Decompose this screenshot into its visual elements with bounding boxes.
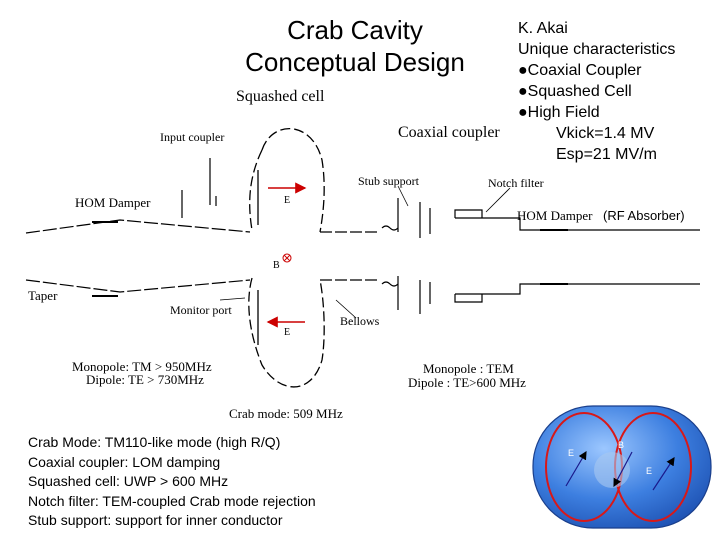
label-hom-damper-right: HOM Damper: [517, 208, 593, 223]
label-crab-mode: Crab mode: 509 MHz: [229, 406, 343, 421]
note-line: Notch filter: TEM-coupled Crab mode rejection: [28, 492, 316, 509]
label-monopole-left: Monopole: TM > 950MHz: [72, 359, 212, 374]
bottom-notes: [28, 433, 316, 531]
left-beampipe: [26, 158, 250, 296]
author-name: K. Akai: [518, 20, 568, 37]
bullet-squashed: ●Squashed Cell: [518, 83, 632, 100]
label-coaxial-coupler: Coaxial coupler: [398, 124, 500, 141]
leader-lines: [220, 186, 510, 318]
bullet-coaxial: ●Coaxial Coupler: [518, 62, 642, 79]
label-input-coupler: Input coupler: [160, 130, 225, 144]
label-field-e-bottom: E: [284, 327, 291, 338]
bullet-high-field: ●High Field: [518, 104, 600, 121]
label-field-e-top: E: [284, 195, 291, 206]
note-line: Crab Mode: TM110-like mode (high R/Q): [28, 434, 281, 450]
label-squashed-cell: Squashed cell: [236, 88, 325, 105]
label-field-b: B: [273, 260, 280, 271]
e-field-arrows: [268, 188, 305, 322]
render-label-b: B: [618, 440, 625, 450]
title-line-2: Conceptual Design: [245, 47, 465, 77]
label-bellows: Bellows: [340, 314, 380, 328]
b-field-symbol: [283, 254, 291, 262]
render-label-e2: E: [646, 466, 653, 476]
label-stub-support: Stub support: [358, 174, 420, 188]
characteristics-heading: Unique characteristics: [518, 41, 676, 58]
label-dipole-left: Dipole: TE > 730MHz: [86, 372, 204, 387]
label-monopole-right: Monopole : TEM: [423, 361, 514, 376]
label-notch-filter: Notch filter: [488, 176, 544, 190]
label-hom-damper-left: HOM Damper: [75, 195, 151, 210]
note-line: Stub support: support for inner conductor: [28, 512, 283, 528]
label-dipole-right: Dipole : TE>600 MHz: [408, 375, 526, 390]
label-rf-absorber: (RF Absorber): [603, 208, 685, 223]
title-line-1: Crab Cavity: [287, 15, 423, 45]
label-monitor-port: Monitor port: [170, 303, 232, 317]
label-taper: Taper: [28, 288, 58, 303]
render-label-e1: E: [568, 448, 575, 458]
crab-cavity-render: [533, 406, 711, 528]
note-line: Squashed cell: UWP > 600 MHz: [28, 473, 229, 489]
note-line: Coaxial coupler: LOM damping: [28, 453, 221, 470]
esp-value: Esp=21 MV/m: [556, 146, 657, 163]
vkick-value: Vkick=1.4 MV: [556, 125, 655, 142]
